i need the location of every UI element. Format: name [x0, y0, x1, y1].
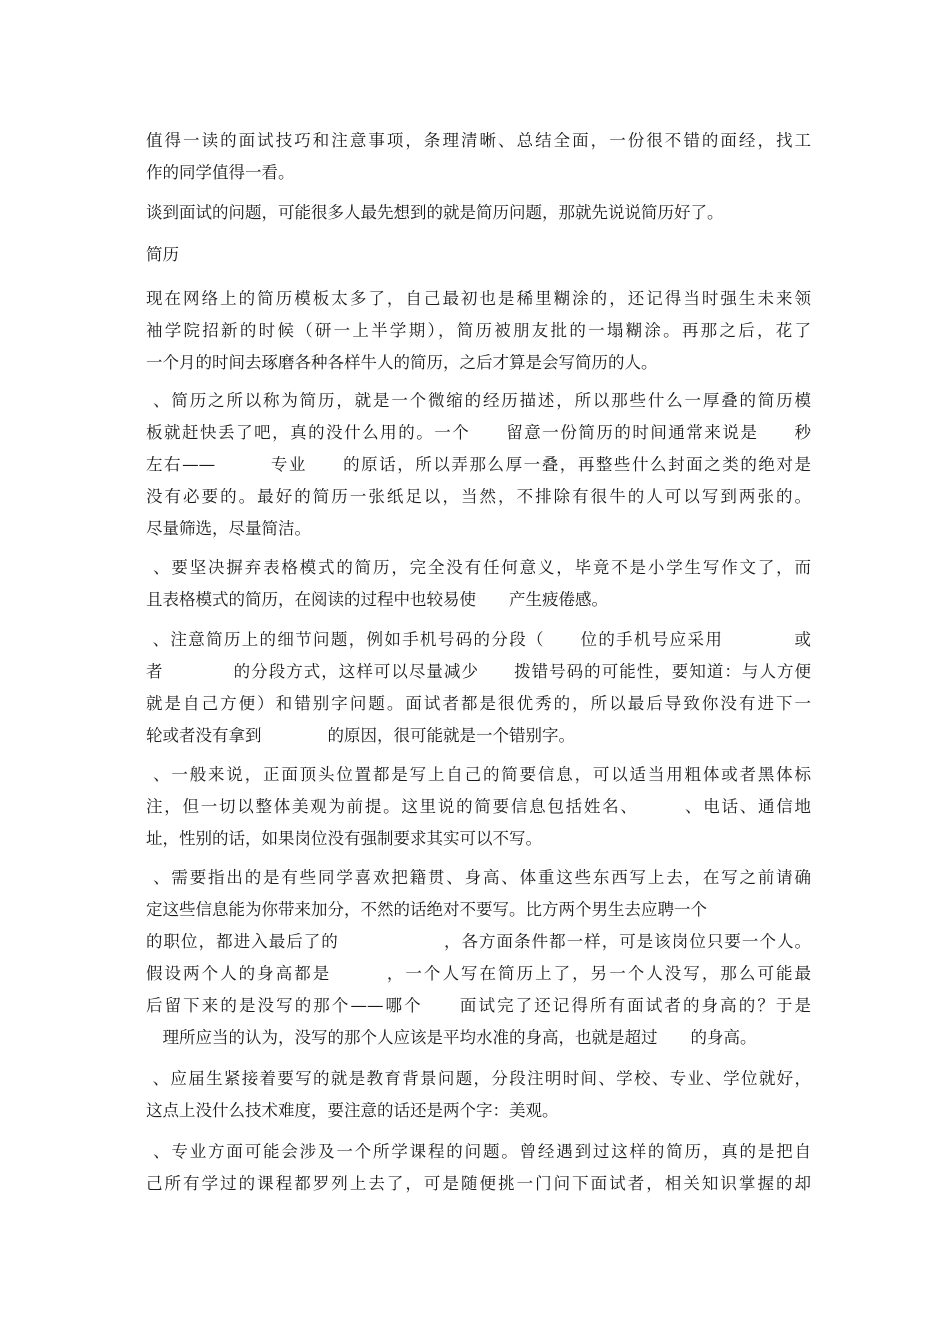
text-line: 、专业方面可能会涉及一个所学课程的问题。曾经遇到过这样的简历，真的是把自 [146, 1142, 811, 1161]
text-line: 址，性别的话，如果岗位没有强制要求其实可以不写。 [146, 829, 542, 848]
text-line: 、需要指出的是有些同学喜欢把籍贯、身高、体重这些东西写上去，在写之前请确 [146, 868, 811, 887]
text-line: 且表格模式的简历，在阅读的过程中也较易使 产生疲倦感。 [146, 590, 608, 609]
text-line: 尽量筛选，尽量简洁。 [146, 519, 311, 538]
text-line: 就是自己方便）和错别字问题。面试者都是很优秀的，所以最后导致你没有进下一 [146, 694, 811, 713]
text-line: 定这些信息能为你带来加分，不然的话绝对不要写。比方两个男生去应聘一个 [146, 900, 707, 919]
text-line: 理所应当的认为，没写的那个人应该是平均水准的身高，也就是超过 的身高。 [146, 1028, 757, 1047]
paragraph-lead [146, 197, 811, 229]
text-line: 己所有学过的课程都罗列上去了，可是随便挑一门问下面试者，相关知识掌握的却 [146, 1174, 811, 1193]
text-line: 、应届生紧接着要写的就是教育背景问题，分段注明时间、学校、专业、学位就好， [146, 1069, 811, 1088]
text-line: 、一般来说，正面顶头位置都是写上自己的简要信息，可以适当用粗体或者黑体标 [146, 765, 811, 784]
paragraph-3 [146, 552, 811, 616]
text-line: 板就赶快丢了吧，真的没什么用的。一个 留意一份简历的时间通常来说是 秒 [146, 423, 811, 442]
text-line: 假设两个人的身高都是 ，一个人写在简历上了，另一个人没写，那么可能最 [146, 964, 811, 983]
paragraph-7 [146, 1063, 811, 1127]
text-line: 没有必要的。最好的简历一张纸足以，当然，不排除有很牛的人可以写到两张的。 [146, 487, 811, 506]
heading-text: 简历 [146, 245, 179, 264]
paragraph-intro [146, 125, 811, 189]
text-line: 、简历之所以称为简历，就是一个微缩的经历描述，所以那些什么一厚叠的简历模 [146, 391, 811, 410]
text-line: 者 的分段方式，这样可以尽量减少 拨错号码的可能性，要知道：与人方便 [146, 662, 811, 681]
text-line: 一个月的时间去琢磨各种各样牛人的简历，之后才算是会写简历的人。 [146, 353, 658, 372]
text-line: 的职位，都进入最后了的 ，各方面条件都一样，可是该岗位只要一个人。 [146, 932, 811, 951]
section-heading [146, 239, 811, 271]
text-line: 、要坚决摒弃表格模式的简历，完全没有任何意义，毕竟不是小学生写作文了，而 [146, 558, 811, 577]
text-line: 这点上没什么技术难度，要注意的话还是两个字：美观。 [146, 1101, 559, 1120]
paragraph-1 [146, 283, 811, 379]
text-line: 注，但一切以整体美观为前提。这里说的简要信息包括姓名、 、电话、通信地 [146, 797, 811, 816]
text-line: 现在网络上的简历模板太多了，自己最初也是稀里糊涂的，还记得当时强生未来领 [146, 289, 811, 308]
paragraph-5 [146, 759, 811, 855]
text-line: 左右—— 专业 的原话，所以弄那么厚一叠，再整些什么封面之类的绝对是 [146, 455, 811, 474]
text-line: 、注意简历上的细节问题，例如手机号码的分段（ 位的手机号应采用 或 [146, 630, 811, 649]
text-line: 后留下来的是没写的那个——哪个 面试完了还记得所有面试者的身高的？于是 [146, 996, 811, 1015]
text-line: 谈到面试的问题，可能很多人最先想到的就是简历问题，那就先说说简历好了。 [146, 203, 724, 222]
text-line: 袖学院招新的时候（研一上半学期），简历被朋友批的一塌糊涂。再那之后，花了 [146, 321, 811, 340]
text-line: 值得一读的面试技巧和注意事项，条理清晰、总结全面，一份很不错的面经，找工 [146, 131, 811, 150]
paragraph-6 [146, 862, 811, 1054]
text-line: 轮或者没有拿到 的原因，很可能就是一个错别字。 [146, 726, 575, 745]
paragraph-8 [146, 1136, 811, 1200]
text-line: 作的同学值得一看。 [146, 163, 295, 182]
paragraph-2 [146, 385, 811, 545]
paragraph-4 [146, 624, 811, 752]
